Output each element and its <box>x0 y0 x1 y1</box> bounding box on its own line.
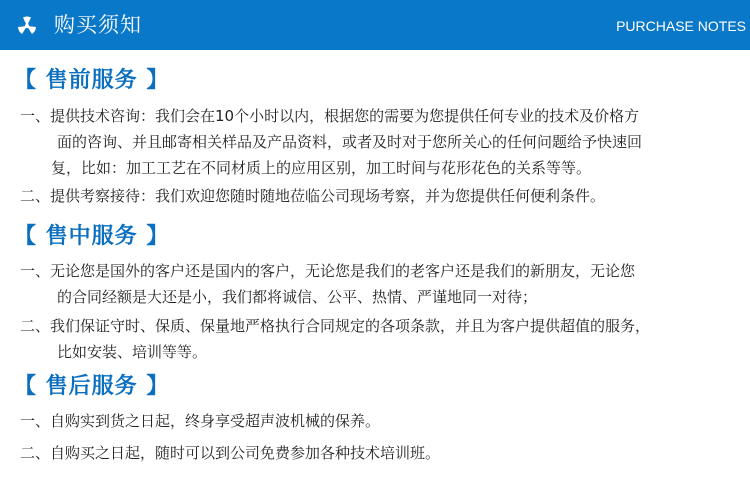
item-line: 一、提供技术咨询：我们会在10个小时以内，根据您的需要为您提供任何专业的技术及价格方 <box>20 107 640 125</box>
header-bar <box>0 0 750 50</box>
item-line: 一、自购实到货之日起，终身享受超声波机械的保养。 <box>20 412 381 430</box>
list-item <box>20 183 742 209</box>
item-line: 复，比如：加工工艺在不同材质上的应用区别，加工时间与花形花色的关系等等。 <box>51 159 592 177</box>
header-title: 购买须知 <box>54 13 142 37</box>
list-item <box>20 103 742 181</box>
item-line: 面的咨询、并且邮寄相关样品及产品资料，或者及时对于您所关心的任何问题给予快速回 <box>57 133 643 151</box>
item-line: 一、无论您是国外的客户还是国内的客户，无论您是我们的老客户还是我们的新朋友，无论您 <box>20 262 636 280</box>
item-line: 的合同经额是大还是小，我们都将诚信、公平、热情、严谨地同一对待； <box>57 288 538 306</box>
section-title-aftersale: 【 售后服务 】 <box>14 374 170 399</box>
list-item <box>20 258 742 310</box>
list-item <box>20 440 742 466</box>
header-subtitle: PURCHASE NOTES <box>616 18 746 34</box>
list-item <box>20 408 742 434</box>
list-item <box>20 313 742 365</box>
item-line: 二、自购买之日起，随时可以到公司免费参加各种技术培训班。 <box>20 444 441 462</box>
section-title-insale: 【 售中服务 】 <box>14 224 170 249</box>
item-line: 比如安装、培训等等。 <box>57 343 208 361</box>
item-line: 二、我们保证守时、保质、保量地严格执行合同规定的各项条款，并且为客户提供超值的服务， <box>20 317 651 335</box>
radiation-logo-icon <box>16 14 38 36</box>
section-title-presale: 【 售前服务 】 <box>14 68 170 93</box>
item-line: 二、提供考察接待：我们欢迎您随时随地莅临公司现场考察，并为您提供任何便利条件。 <box>20 187 606 205</box>
